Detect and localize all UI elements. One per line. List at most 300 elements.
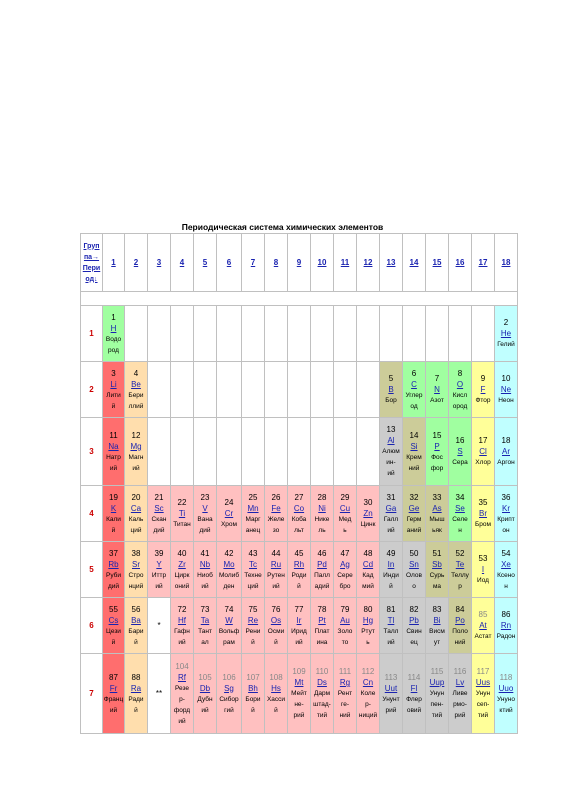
element-symbol-link[interactable]: Rb [108, 559, 119, 569]
empty-cell [265, 418, 288, 486]
atomic-number: 39 [154, 548, 164, 558]
empty-cell [242, 306, 265, 362]
atomic-number: 56 [131, 604, 141, 614]
atomic-number: 8 [457, 368, 463, 378]
element-symbol-link[interactable]: Mt [294, 678, 304, 687]
element-name: рмо- [453, 701, 467, 708]
atomic-number: 26 [271, 492, 281, 502]
element-symbol-link[interactable]: Hg [362, 615, 374, 625]
element-cell [148, 542, 171, 598]
element-name: Ради [128, 695, 144, 703]
element-cell [265, 542, 288, 598]
element-symbol-link[interactable]: Pb [409, 615, 419, 625]
element-name: гий [224, 706, 234, 714]
element-cell [426, 418, 449, 486]
element-name: Резе [174, 684, 190, 692]
element-symbol-link[interactable]: Bh [248, 683, 258, 693]
empty-cell [357, 306, 380, 362]
element-name: ий [155, 582, 163, 590]
atomic-number: 7 [434, 374, 440, 383]
corner-header-line: Пери [82, 264, 101, 272]
element-symbol-link[interactable]: Ga [385, 503, 397, 513]
corner-header-line: Груп [83, 242, 100, 250]
element-symbol-link[interactable]: Hs [271, 683, 281, 693]
element-symbol-link[interactable]: Xe [501, 559, 511, 569]
element-name: Бор [385, 397, 397, 404]
group-header-link[interactable]: 4 [171, 234, 194, 292]
spacer-row [81, 292, 518, 306]
element-name: Рент [337, 690, 353, 697]
element-name: пен- [430, 701, 444, 708]
element-name: Теллу [451, 571, 469, 579]
element-cell [426, 486, 449, 542]
element-name: Плат [314, 627, 330, 635]
element-cell [242, 598, 265, 654]
element-name: Ртут [361, 627, 375, 635]
element-name: й [297, 582, 301, 590]
atomic-number: 25 [248, 492, 258, 502]
element-name: Рутен [267, 571, 285, 579]
element-name: ий [387, 526, 395, 534]
element-name: Унун [429, 690, 445, 697]
group-header-link[interactable]: 17 [472, 234, 495, 292]
atomic-number: 54 [501, 548, 511, 558]
element-symbol-link[interactable]: Nb [199, 559, 211, 569]
element-symbol-link[interactable]: Pt [318, 615, 326, 625]
group-header-link[interactable]: 10 [311, 234, 334, 292]
atomic-number: 52 [455, 548, 465, 558]
element-symbol-link[interactable]: Sn [409, 559, 419, 569]
atomic-number: 105 [198, 672, 212, 682]
element-name: й [389, 582, 393, 590]
element-symbol-link[interactable]: Zr [178, 559, 186, 569]
atomic-number: 28 [317, 492, 327, 502]
element-name: льт [294, 526, 304, 534]
element-symbol-link[interactable]: Kr [502, 503, 510, 513]
element-cell [449, 542, 472, 598]
element-name: й [111, 402, 116, 410]
element-name: р [458, 582, 462, 590]
empty-cell [357, 362, 380, 418]
element-name: Неон [498, 397, 514, 404]
empty-cell [311, 362, 334, 418]
element-symbol-link[interactable]: He [500, 329, 512, 338]
element-cell [311, 598, 334, 654]
atomic-number: 112 [361, 667, 375, 676]
empty-cell [472, 306, 495, 362]
element-name: Флер [406, 695, 422, 703]
group-header-link[interactable]: 6 [217, 234, 242, 292]
element-name: Рени [245, 627, 261, 635]
element-symbol-link[interactable]: Se [455, 503, 465, 513]
empty-cell [242, 418, 265, 486]
empty-cell [380, 306, 403, 362]
group-header-link[interactable]: 8 [265, 234, 288, 292]
empty-cell [194, 418, 217, 486]
atomic-number: 78 [317, 604, 327, 614]
element-symbol-link[interactable]: Cl [479, 447, 487, 456]
element-name: Унун [475, 690, 491, 697]
element-symbol-link[interactable]: Ta [200, 615, 210, 625]
element-cell [311, 486, 334, 542]
element-name: ций [247, 582, 259, 590]
element-name: адий [314, 582, 330, 590]
group-header-link[interactable]: 3 [148, 234, 171, 292]
element-name: й [274, 706, 278, 714]
element-name: Гафн [174, 627, 190, 635]
element-name: ний [408, 464, 420, 472]
element-name: й [111, 638, 116, 646]
element-symbol-link[interactable]: Te [455, 559, 465, 569]
atomic-number: 76 [271, 604, 281, 614]
element-name: Тант [198, 627, 212, 635]
element-name: рам [223, 638, 235, 646]
group-header-link[interactable]: 9 [288, 234, 311, 292]
element-name: ин- [386, 459, 396, 466]
element-symbol-link[interactable]: Mg [130, 441, 142, 451]
element-name: ий [387, 638, 395, 646]
element-name: Водо [105, 335, 122, 343]
element-symbol-link[interactable]: Ra [130, 683, 142, 693]
element-name: Ксено [497, 571, 515, 579]
element-symbol-link[interactable]: Uut [384, 683, 398, 693]
element-name: Магн [128, 453, 144, 461]
atomic-number: 38 [131, 548, 141, 558]
element-name: Хлор [475, 459, 491, 466]
empty-cell [334, 362, 357, 418]
element-name: Унунт [382, 695, 400, 703]
element-symbol-link[interactable]: Uus [475, 678, 491, 687]
element-symbol-link[interactable]: Uup [429, 678, 445, 687]
empty-cell [334, 306, 357, 362]
element-symbol-link[interactable]: Fl [410, 683, 418, 693]
element-cell [103, 598, 125, 654]
empty-cell [148, 362, 171, 418]
element-symbol-link[interactable]: Ge [408, 503, 420, 513]
element-symbol-link[interactable]: Cu [339, 503, 351, 513]
element-symbol-link[interactable]: Ti [178, 509, 186, 518]
empty-cell [217, 362, 242, 418]
element-name: й [251, 638, 255, 646]
element-symbol-link[interactable]: Ne [500, 385, 512, 394]
atomic-number: 21 [154, 492, 164, 502]
element-symbol-link[interactable]: Bi [433, 615, 441, 625]
element-symbol-link[interactable]: In [387, 559, 395, 569]
atomic-number: 24 [224, 498, 234, 507]
element-cell [357, 542, 380, 598]
element-name: ь [366, 638, 370, 646]
element-cell [288, 654, 311, 734]
empty-cell [171, 418, 194, 486]
element-symbol-link[interactable]: W [225, 615, 233, 625]
atomic-number: 1 [111, 312, 116, 322]
element-symbol-link[interactable]: I [481, 565, 485, 574]
element-name: Алюм [382, 448, 400, 455]
atomic-number: 35 [478, 498, 488, 507]
element-name: Ирид [291, 627, 307, 635]
atomic-number: 6 [411, 368, 417, 378]
element-name: й [134, 638, 138, 646]
period-label: 2 [81, 362, 103, 418]
element-symbol-link[interactable]: At [479, 621, 487, 630]
period-label: 1 [81, 306, 103, 362]
atomic-number: 74 [224, 604, 234, 614]
atomic-number: 45 [294, 548, 304, 558]
element-name: Коба [291, 515, 307, 523]
element-cell [334, 542, 357, 598]
element-symbol-link[interactable]: Rg [339, 678, 351, 687]
element-name: ород [452, 402, 468, 410]
series-marker: ** [155, 688, 163, 698]
element-name: ина [316, 638, 328, 646]
empty-cell [242, 362, 265, 418]
element-name: ий [109, 706, 118, 714]
empty-cell [449, 306, 472, 362]
element-name: ций [130, 526, 142, 534]
element-name: Техне [244, 571, 262, 579]
element-name: Свин [406, 627, 422, 635]
element-symbol-link[interactable]: Na [108, 441, 119, 451]
element-name: Желе [267, 515, 285, 523]
element-symbol-link[interactable]: Ni [318, 503, 326, 513]
period-row [81, 362, 518, 418]
element-symbol-link[interactable]: Cd [362, 559, 374, 569]
atomic-number: 23 [200, 492, 210, 502]
element-name: Унуно [497, 695, 515, 703]
element-cell [403, 598, 426, 654]
element-symbol-link[interactable]: Hf [178, 615, 186, 625]
atomic-number: 30 [363, 498, 373, 507]
element-symbol-link[interactable]: Be [131, 379, 141, 389]
group-header-link[interactable]: 1 [103, 234, 125, 292]
atomic-number: 85 [478, 610, 488, 619]
period-row [81, 486, 518, 542]
element-symbol-link[interactable]: Au [340, 615, 350, 625]
periodic-table [80, 233, 518, 734]
element-symbol-link[interactable]: Pd [317, 559, 327, 569]
element-cell [148, 486, 171, 542]
element-symbol-link[interactable]: Uuo [498, 683, 514, 693]
element-symbol-link[interactable]: Ru [270, 559, 282, 569]
element-symbol-link[interactable]: Fe [271, 503, 281, 513]
element-name: зо [272, 526, 280, 534]
element-symbol-link[interactable]: Rh [293, 559, 305, 569]
element-symbol-link[interactable]: S [457, 447, 463, 456]
atomic-number: 9 [480, 374, 486, 383]
element-symbol-link[interactable]: Co [293, 503, 305, 513]
element-symbol-link[interactable]: Li [110, 379, 117, 389]
element-name: Радон [496, 633, 516, 640]
element-name: й [111, 526, 116, 534]
element-symbol-link[interactable]: Y [156, 559, 162, 569]
element-symbol-link[interactable]: C [411, 379, 417, 389]
atomic-number: 88 [131, 672, 141, 682]
element-name: й [134, 706, 138, 714]
element-name: Азот [430, 397, 444, 404]
element-symbol-link[interactable]: Tl [387, 615, 395, 625]
element-symbol-link[interactable]: H [110, 323, 117, 333]
element-symbol-link[interactable]: Zn [363, 509, 373, 518]
atomic-number: 29 [340, 492, 350, 502]
corner-header-line: од↓ [85, 275, 98, 283]
element-name: Вольф [218, 627, 240, 635]
element-cell [495, 362, 518, 418]
empty-cell [171, 362, 194, 418]
element-symbol-link[interactable]: Si [410, 441, 418, 451]
atomic-number: 10 [501, 374, 511, 383]
element-symbol-link[interactable]: Db [199, 683, 211, 693]
atomic-number: 83 [432, 604, 442, 614]
element-cell [103, 654, 125, 734]
element-symbol-link[interactable]: Ag [340, 559, 350, 569]
group-header-link[interactable]: 7 [242, 234, 265, 292]
group-header-link[interactable]: 14 [403, 234, 426, 292]
atomic-number: 34 [455, 492, 465, 502]
atomic-number: 110 [315, 667, 329, 676]
element-name: ут [433, 638, 441, 646]
group-header-link[interactable]: 2 [125, 234, 148, 292]
element-symbol-link[interactable]: O [456, 379, 464, 389]
element-cell [125, 542, 148, 598]
element-symbol-link[interactable]: Sc [154, 503, 164, 513]
element-name: Руби [105, 571, 121, 579]
element-name: Стро [128, 571, 144, 579]
corner-header [81, 234, 103, 292]
element-symbol-link[interactable]: B [388, 385, 394, 394]
empty-cell [265, 306, 288, 362]
period-label: 5 [81, 542, 103, 598]
element-name: Цирк [174, 571, 190, 579]
element-name: Крем [406, 453, 422, 461]
atomic-number: 47 [340, 548, 350, 558]
element-name: Сере [337, 571, 353, 579]
empty-cell [125, 306, 148, 362]
period-label: 7 [81, 654, 103, 734]
element-cell [265, 598, 288, 654]
element-name: Ливе [452, 690, 468, 697]
element-symbol-link[interactable]: As [432, 503, 442, 513]
element-name: Поло [452, 627, 468, 635]
element-cell [403, 542, 426, 598]
atomic-number: 73 [200, 604, 210, 614]
empty-cell [334, 418, 357, 486]
element-name: ниций [358, 712, 378, 719]
element-cell [380, 486, 403, 542]
element-name: од [410, 402, 418, 410]
empty-cell [403, 306, 426, 362]
element-name: Вана [197, 515, 213, 523]
group-header-link[interactable]: 18 [495, 234, 518, 292]
element-name: ий [132, 464, 140, 472]
element-symbol-link[interactable]: Cs [108, 615, 119, 625]
element-name: Иод [477, 577, 489, 584]
element-name: Сибор [219, 695, 239, 703]
element-cell [171, 598, 194, 654]
element-name: рий [385, 706, 397, 714]
element-symbol-link[interactable]: N [434, 385, 440, 394]
empty-cell [288, 362, 311, 418]
element-symbol-link[interactable]: P [434, 441, 440, 451]
element-cell [171, 654, 194, 734]
element-cell [426, 542, 449, 598]
atomic-number: 22 [177, 498, 187, 507]
group-header-link[interactable]: 5 [194, 234, 217, 292]
element-symbol-link[interactable]: Ca [130, 503, 142, 513]
element-symbol-link[interactable]: Br [479, 509, 487, 518]
atomic-number: 77 [294, 604, 304, 614]
element-symbol-link[interactable]: Cr [224, 509, 234, 518]
element-symbol-link[interactable]: Mn [247, 503, 259, 513]
element-name: Крипт [497, 515, 515, 523]
atomic-number: 118 [499, 672, 513, 682]
atomic-number: 13 [386, 425, 396, 434]
element-symbol-link[interactable]: Fr [109, 683, 118, 693]
element-symbol-link[interactable]: Ir [296, 615, 302, 625]
atomic-number: 75 [248, 604, 258, 614]
element-name: Кад [362, 571, 374, 579]
atomic-number: 15 [432, 430, 442, 440]
element-symbol-link[interactable]: Al [387, 436, 395, 445]
element-name: Ниоб [197, 571, 213, 579]
group-header-link[interactable]: 12 [357, 234, 380, 292]
element-name: ий [201, 706, 209, 714]
element-name: Франц [103, 695, 124, 703]
period-row [81, 598, 518, 654]
element-symbol-link[interactable]: Rf [178, 672, 186, 682]
element-name: Дубн [197, 695, 213, 703]
element-symbol-link[interactable]: Cn [362, 678, 374, 687]
atomic-number: 84 [455, 604, 465, 614]
element-name: Бром [475, 521, 491, 528]
element-name: ге- [340, 701, 349, 708]
element-cell [472, 418, 495, 486]
element-symbol-link[interactable]: Sg [224, 683, 234, 693]
element-symbol-link[interactable]: Rn [500, 621, 512, 630]
element-symbol-link[interactable]: F [480, 385, 486, 394]
element-name: овий [406, 706, 422, 714]
group-header-link[interactable]: 13 [380, 234, 403, 292]
group-header-link[interactable]: 16 [449, 234, 472, 292]
group-header-link[interactable]: 11 [334, 234, 357, 292]
element-symbol-link[interactable]: Ba [131, 615, 141, 625]
atomic-number: 80 [363, 604, 373, 614]
element-symbol-link[interactable]: Sr [132, 559, 140, 569]
element-symbol-link[interactable]: Mo [223, 559, 235, 569]
group-header-link[interactable]: 15 [426, 234, 449, 292]
element-name: мий [362, 582, 374, 590]
element-symbol-link[interactable]: K [110, 503, 117, 513]
atomic-number: 37 [109, 548, 118, 558]
element-cell [217, 486, 242, 542]
element-symbol-link[interactable]: V [202, 503, 208, 513]
element-symbol-link[interactable]: Re [247, 615, 259, 625]
spacer-cell [81, 292, 518, 306]
element-symbol-link[interactable]: Ds [317, 678, 327, 687]
atomic-number: 48 [363, 548, 373, 558]
element-cell [426, 598, 449, 654]
element-cell [472, 486, 495, 542]
element-symbol-link[interactable]: Ar [502, 447, 510, 456]
atomic-number: 33 [432, 492, 442, 502]
period-label: 6 [81, 598, 103, 654]
element-symbol-link[interactable]: Tc [249, 559, 257, 569]
element-name: то [341, 638, 349, 646]
element-symbol-link[interactable]: Sb [432, 559, 442, 569]
element-symbol-link[interactable]: Po [455, 615, 465, 625]
element-name: Фтор [475, 397, 491, 404]
element-symbol-link[interactable]: Lv [455, 678, 465, 687]
element-symbol-link[interactable]: Os [270, 615, 282, 625]
